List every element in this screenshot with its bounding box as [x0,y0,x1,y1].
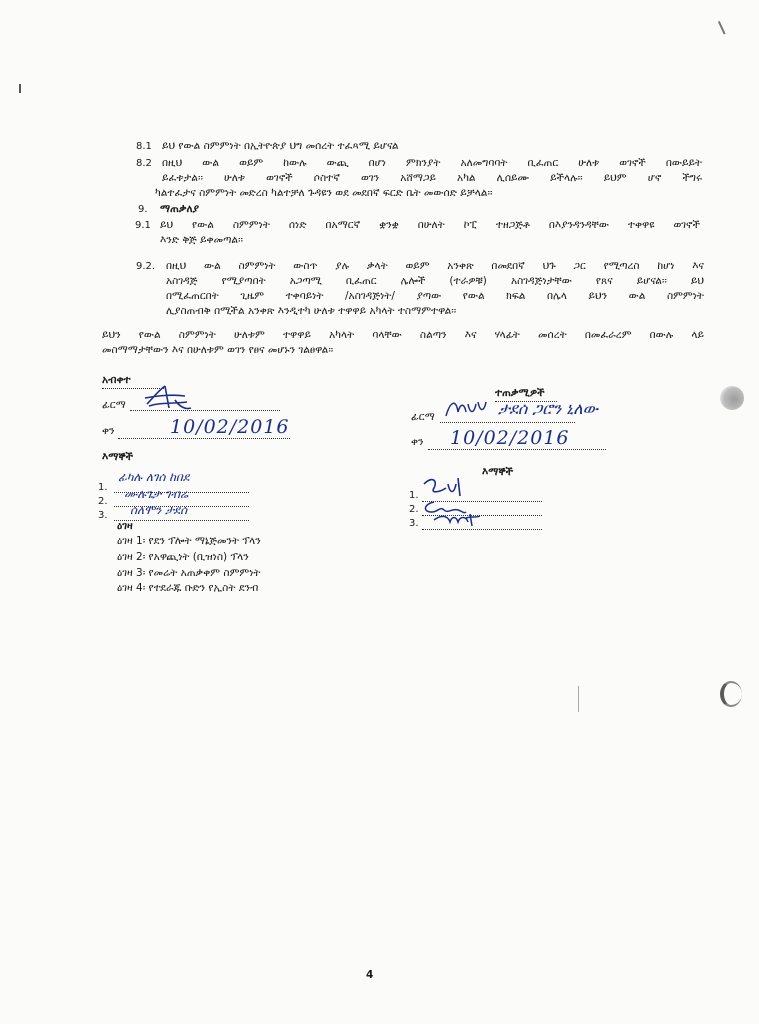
right-party-heading: ተጠቃሚዎች [495,386,557,402]
clause-line: በሚፈጠርበት ጊዜም ተቀባይነት /አስገዳጅነት/ ያጣው የውል ክፍል በሌላ ይህን ውል ስምምነት [166,290,704,302]
section-number: 9. [138,204,148,215]
closing-line: ይህን የውል ስምምነት ሁለቱም ተዋዋይ አካላት ባላቸው ስልጣን እና ሃላፊት መሰረት በመፈራረም በውሉ ላይ [102,329,704,341]
punch-hole [720,386,744,410]
clause-line: በዚህ ውል ስምምነት ውስጥ ያሉ ቃላት ወይም አንቀጽ በመደበኛ ህጉ ጋር የሚጣረስ ከሆነ እና [166,260,704,272]
signature-line [440,422,575,423]
print-mark [19,84,21,93]
left-signature [135,382,195,416]
left-party-heading: አብቀተ [102,373,164,389]
clause-line: በዚህ ውል ወይም ከውሉ ውጪ በሆነ ምክንያት አለመግባባት ቢፈጠር ሁለቱ ወገኖች በውይይት [162,157,702,169]
date-label: ቀን [411,436,424,448]
witness-signature [432,510,482,530]
witness-heading: እማኞች [102,451,134,463]
clause-line: ይፈቱታል፡፡ ሁለቱ ወገኖች ሶስተኛ ወገን አሸማጋይ አካል ሊሰይሙ ይችላሉ፡፡ ይህም ሆኖ ችግሩ [162,172,702,184]
witness-signature: ሙሉጌታ ገብሬ [124,487,189,501]
print-mark [712,21,725,37]
right-signature-name: ታደሰ ጋሮን ኒለው [498,399,598,418]
clause-text: ይህ የውል ስምምነት በኢትዮጵያ ህግ መሰረት ተፈጻሚ ይሆናል [162,140,399,152]
sign-label: ፊርማ [102,399,126,411]
annex-item: ዕገዛ 3፡ የመሬት አጠቃቀም ስምምነት [117,567,261,579]
clause-line: ሊያስጠብቅ በሚችል አንቀጽ እንዲተካ ሁለቱ ተዋዋይ አካላት ተስማምተዋል፡፡ [166,305,457,317]
date-line [428,449,606,450]
clause-line: ካልተፈታና ስምምነት መድረስ ካልተቻለ ጉዳዩን ወደ መደበኛ ፍርድ ቤት መውሰድ ይቻላል፡፡ [155,187,493,199]
clause-number: 9.2. [136,261,156,272]
annex-item: ዕገዛ 4፡ የተደራጁ ቡድን የኢስት ደንብ [117,582,259,594]
clause-line: እንድ ቅጅ ይቀመጣል፡፡ [160,234,243,246]
closing-line: መስማማታቸውን እና በሁለቱም ወገን የፀና መሆኑን ገልፀዋል፡፡ [102,344,334,356]
right-signature-initials [442,396,490,420]
witness-heading: እማኞች [482,466,514,478]
punch-hole [720,681,742,707]
section-heading: ማጠቃለያ [160,203,200,215]
witness-number: 3. [409,518,419,529]
left-date-value: 10/02/2016 [170,416,290,438]
sign-label: ፊርማ [411,411,435,423]
annex-item: ዕገዛ 2፡ የአዋጪነት (ቢዝነስ) ፕላን [117,551,249,563]
annex-heading: ዕገዛ [117,520,133,532]
clause-line: አስገዳጅ የሚያጣበት አጋጣሚ ቢፈጠር ሌሎች (ተራዎቹ) አስገዳጅነታቸው የጸና ይሆናል፡፡ ይህ [166,275,704,287]
witness-line [114,520,249,521]
annex-item: ዕገዛ 1፡ የደን ፕሎት ማኔጅመንት ፕላን [117,535,261,547]
page-number: 4 [366,969,374,981]
clause-line: ይህ የውል ስምምነት ሰነድ በአማርኛ ቋንቋ በሁለት ኮፒ ተዘጋጅቶ በእያንዳንዳቸው ተቀዋዩ ወገኖች [160,219,700,231]
clause-number: 8.2 [136,158,152,169]
witness-signature: ሰለሞን ታደሰ [130,503,188,517]
date-label: ቀን [102,425,115,437]
witness-number: 2. [98,496,108,507]
witness-number: 2. [409,504,419,515]
witness-number: 1. [98,482,108,493]
clause-number: 8.1 [136,141,152,152]
witness-signature: ፊካሉ ለገሰ ከበደ [118,470,190,484]
witness-signature [420,474,470,500]
clause-number: 9.1 [135,220,151,231]
right-date-value: 10/02/2016 [450,427,570,449]
witness-number: 1. [409,490,419,501]
date-line [118,438,290,439]
scan-line [578,686,579,712]
witness-number: 3. [98,510,108,521]
